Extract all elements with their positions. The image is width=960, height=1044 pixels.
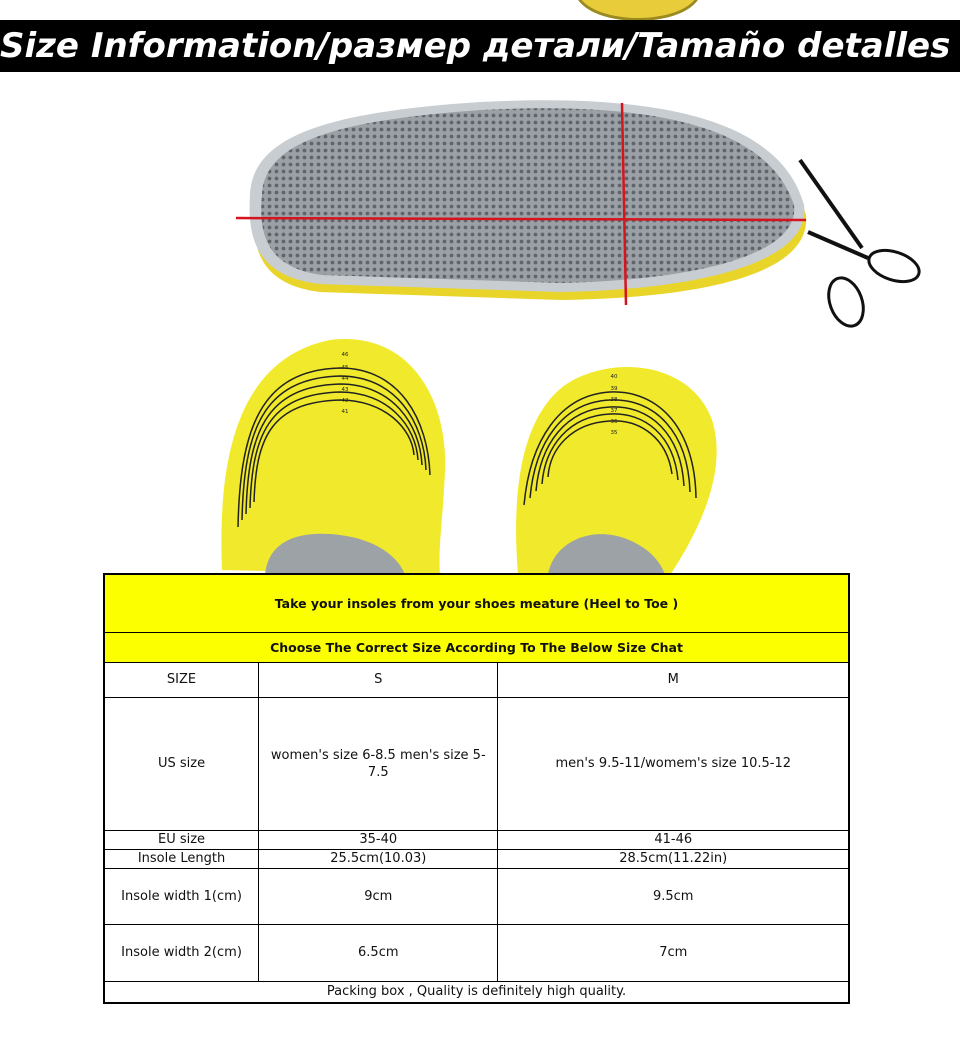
size-chart-instruction: Choose The Correct Size According To The Below Size Chat — [104, 632, 849, 662]
cell-size-m: 28.5cm(11.22in) — [498, 849, 849, 868]
row-label: EU size — [104, 830, 259, 849]
insole-size-mark: 39 — [610, 386, 618, 392]
table-row — [104, 574, 849, 632]
row-label: Insole width 2(cm) — [104, 924, 259, 981]
mesh-insole — [236, 100, 806, 305]
cell-size-s: women's size 6-8.5 men's size 5-7.5 — [259, 697, 498, 830]
insole-size-mark: 43 — [341, 387, 349, 393]
table-footer-note: Packing box , Quality is definitely high quality. — [104, 981, 849, 1003]
cell-size-s: 6.5cm — [259, 924, 498, 981]
insole-photo — [0, 80, 960, 580]
insole-size-mark: 38 — [610, 397, 618, 403]
insole-size-mark: 42 — [341, 398, 349, 404]
column-header: M — [498, 662, 849, 697]
left-insole-bottom — [221, 339, 445, 575]
row-label: US size — [104, 697, 259, 830]
cell-size-s: 25.5cm(10.03) — [259, 849, 498, 868]
table-row — [104, 632, 849, 662]
insole-size-mark: 41 — [341, 409, 349, 415]
cell-size-m: 9.5cm — [498, 868, 849, 924]
scissors-icon — [800, 160, 923, 331]
table-row — [104, 830, 849, 849]
cell-size-m: men's 9.5-11/womem's size 10.5-12 — [498, 697, 849, 830]
banner-title: Size Information/размер детали/Tamaño detalles — [0, 26, 951, 66]
cell-size-s: 9cm — [259, 868, 498, 924]
right-insole-bottom — [516, 367, 717, 575]
column-header: SIZE — [104, 662, 259, 697]
insole-size-mark: 40 — [610, 374, 618, 380]
cell-size-m: 7cm — [498, 924, 849, 981]
insole-size-mark: 45 — [341, 365, 349, 371]
column-header: S — [259, 662, 498, 697]
table-row — [104, 662, 849, 697]
row-label: Insole Length — [104, 849, 259, 868]
insole-size-mark: 37 — [610, 408, 618, 414]
table-row — [104, 849, 849, 868]
title-banner — [0, 20, 960, 72]
table-row — [104, 697, 849, 830]
row-label: Insole width 1(cm) — [104, 868, 259, 924]
size-chart-table — [103, 573, 850, 1004]
cell-size-s: 35-40 — [259, 830, 498, 849]
insole-size-mark: 36 — [610, 419, 618, 425]
table-row — [104, 981, 849, 1003]
cell-size-m: 41-46 — [498, 830, 849, 849]
top-product-edge — [575, 0, 701, 21]
insole-size-mark: 46 — [341, 352, 349, 358]
measure-instruction: Take your insoles from your shoes meature (Heel to Toe ) — [104, 574, 849, 632]
insole-size-mark: 35 — [610, 430, 618, 436]
table-row — [104, 924, 849, 981]
insole-size-mark: 44 — [341, 376, 349, 382]
table-row — [104, 868, 849, 924]
